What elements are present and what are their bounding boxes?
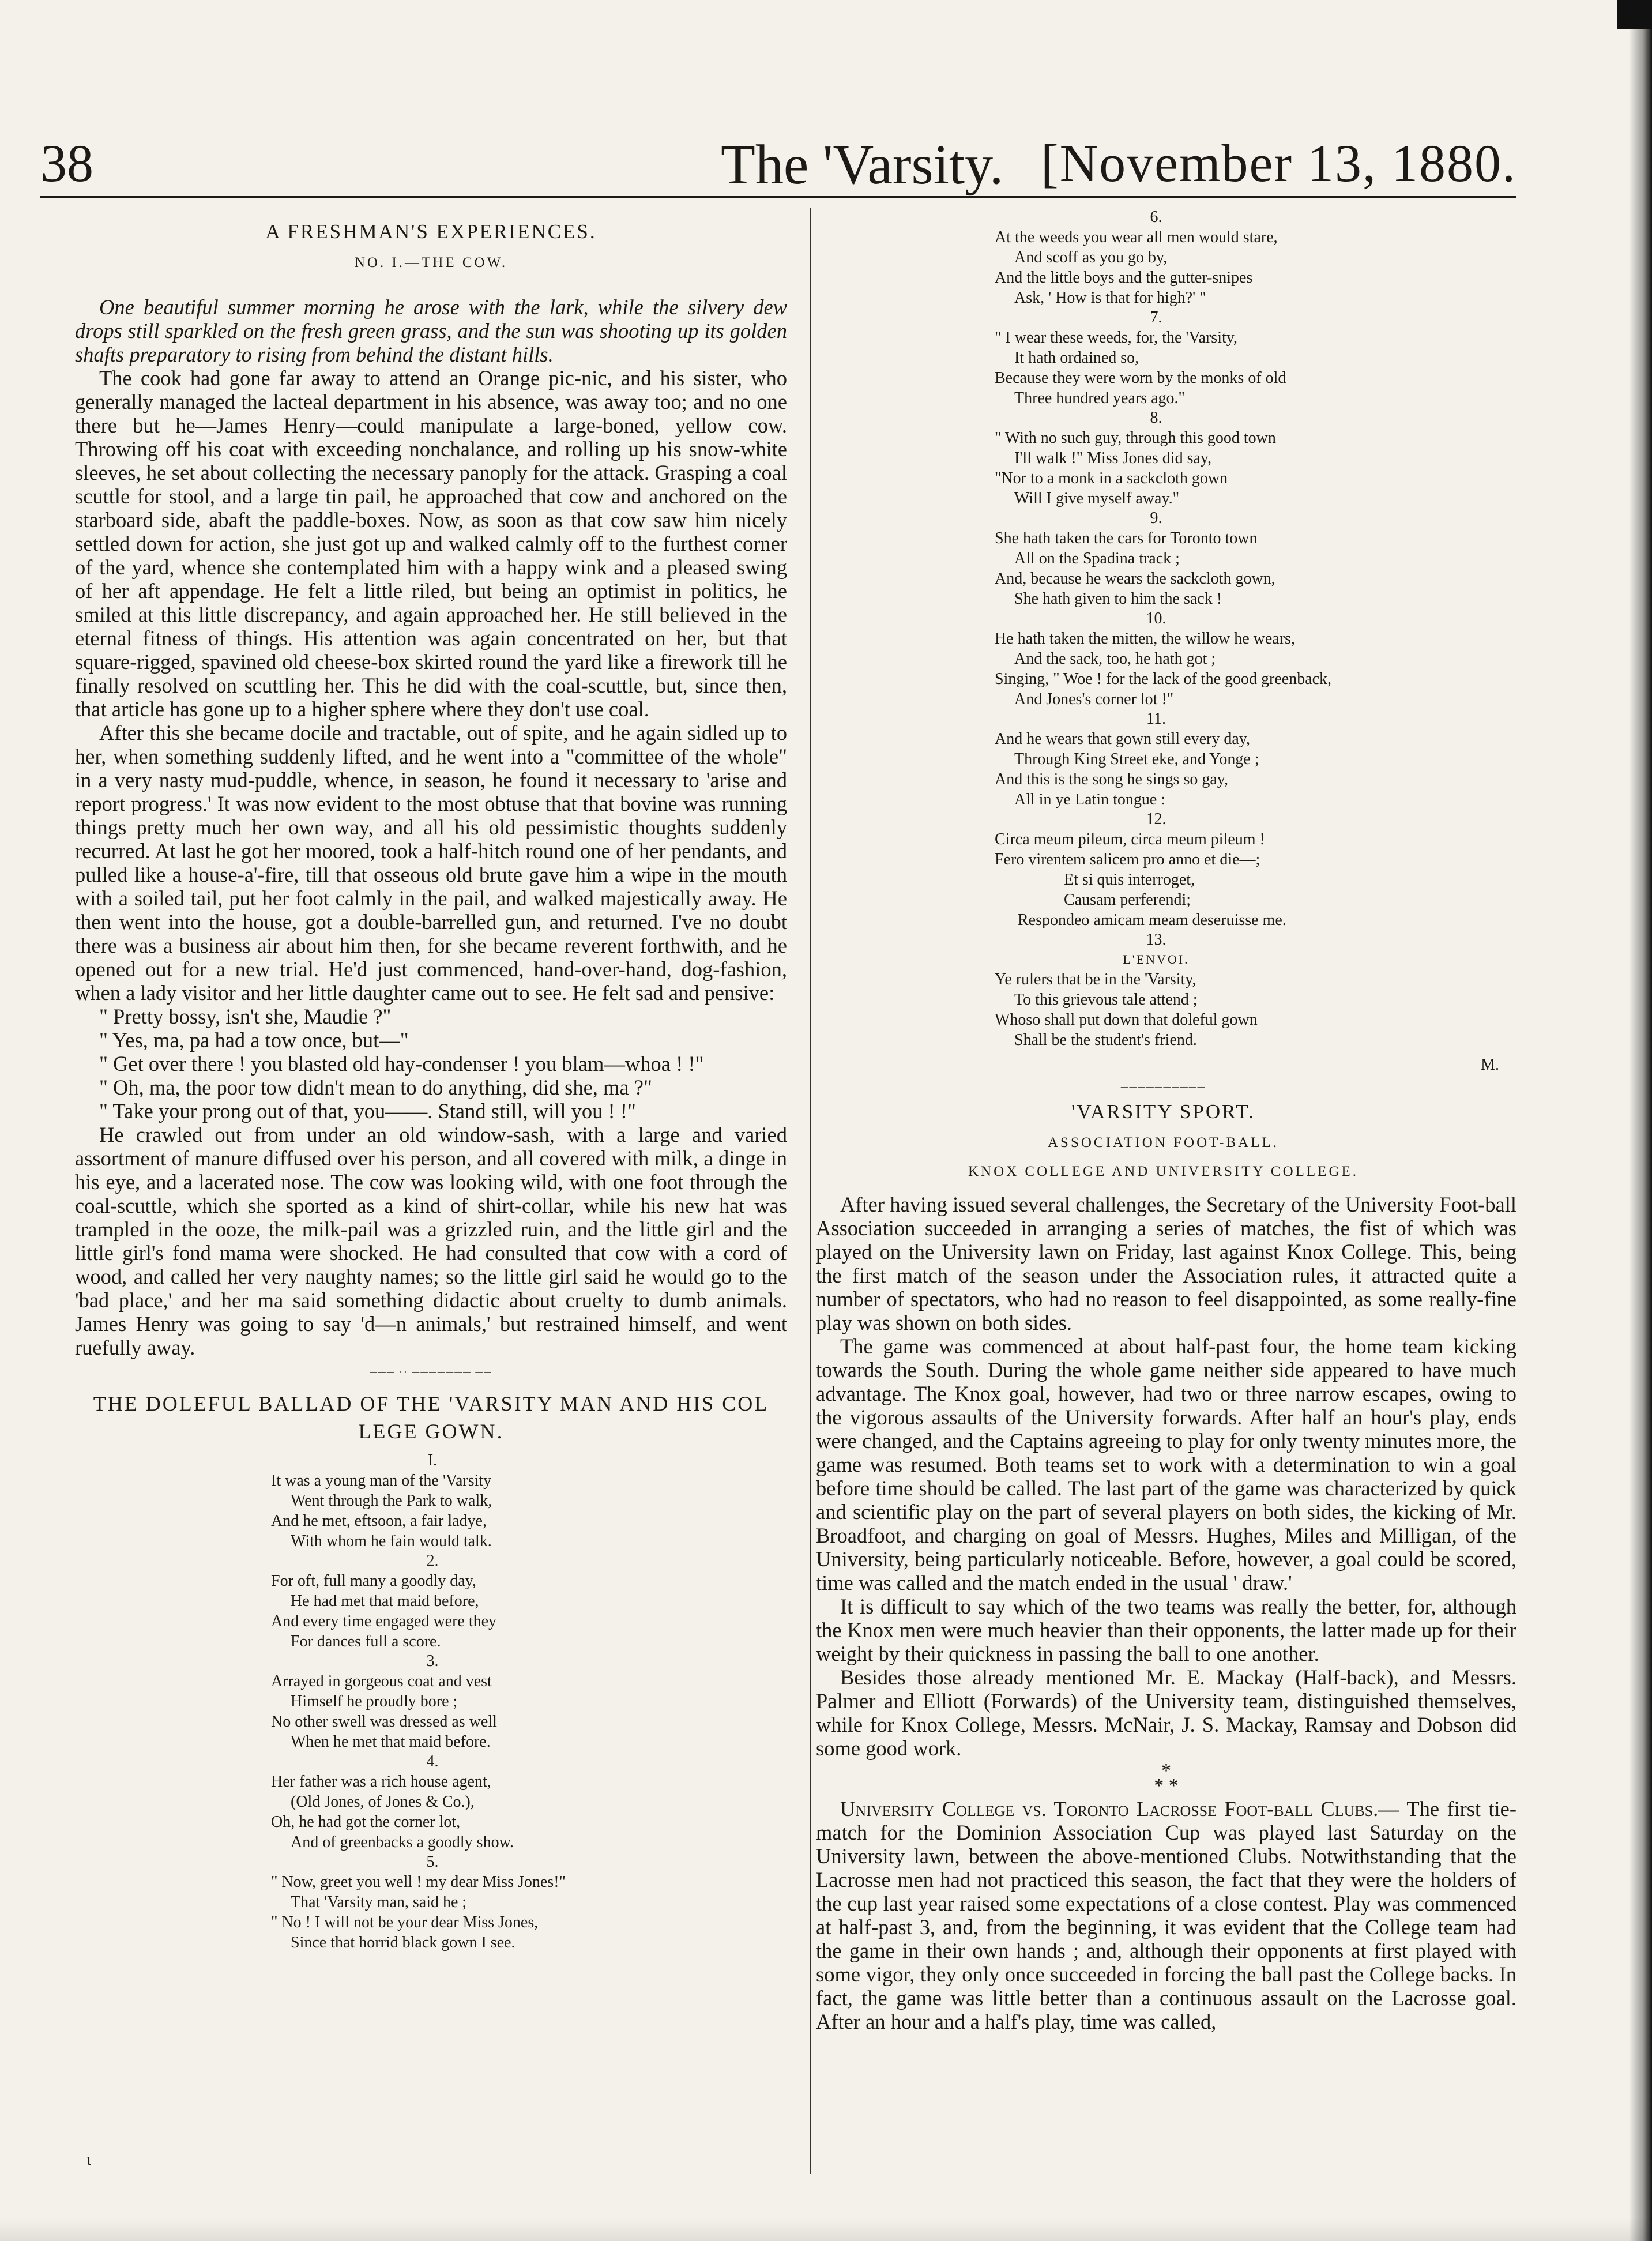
left-column xyxy=(75,208,787,1953)
paragraph: One beautiful summer morning he arose with the lark, while the silvery dew drops still sparkled on the fresh green grass, and the sun was shooting up its golden shafts preparatory to rising from behind the distant hills. xyxy=(75,295,787,366)
page-number: 38 xyxy=(40,134,93,193)
verse-line: And the sack, too, he hath got ; xyxy=(1014,650,1216,668)
verse-line: All on the Spadina track ; xyxy=(1014,550,1180,567)
stanza xyxy=(995,208,1516,308)
section-asterism: * * * xyxy=(1154,1760,1179,1796)
verse-line: And every time engaged were they xyxy=(271,1612,497,1630)
verse-line: " Now, greet you well ! my dear Miss Jones!" xyxy=(271,1873,566,1891)
stanza-subtitle: L'ENVOI. xyxy=(1123,952,1190,967)
paragraph: Besides those already mentioned Mr. E. Mackay (Half-back), and Messrs. Palmer and Elliott (Forwards) of the University team, distinguished themselves, while for Knox College, Messrs. McNair, J. S. Mackay, Ramsay and Dobson did some good work. xyxy=(816,1665,1516,1760)
stanza xyxy=(271,1451,787,1551)
verse-line: At the weeds you wear all men would stare, xyxy=(995,228,1278,246)
verse-line: For oft, full many a goodly day, xyxy=(271,1572,476,1590)
verse-line: Et si quis interroget, xyxy=(1064,871,1195,889)
dialogue-line: " Take your prong out of that, you——. Stand still, will you ! !" xyxy=(99,1099,636,1123)
verse-line: "Nor to a monk in a sackcloth gown xyxy=(995,469,1228,487)
verse-line: Causam perferendi; xyxy=(1064,891,1191,909)
verse-line: Ye rulers that be in the 'Varsity, xyxy=(995,971,1196,988)
verse-line: Shall be the student's friend. xyxy=(1014,1031,1197,1049)
dialogue-line: " Oh, ma, the poor tow didn't mean to do anything, did she, ma ?" xyxy=(99,1076,652,1099)
verse-line: And scoff as you go by, xyxy=(1014,249,1168,266)
article-subsubtitle-knox: KNOX COLLEGE AND UNIVERSITY COLLEGE. xyxy=(968,1164,1359,1179)
verse-line: Her father was a rich house agent, xyxy=(271,1773,491,1791)
stanza-number: 7. xyxy=(1150,309,1162,326)
freshman-body xyxy=(75,295,787,1359)
article-subtitle-football: ASSOCIATION FOOT-BALL. xyxy=(1048,1135,1279,1150)
verse-line: Through King Street eke, and Yonge ; xyxy=(1014,750,1259,768)
verse-line: It was a young man of the 'Varsity xyxy=(271,1472,492,1490)
stanza-number: 11. xyxy=(1146,710,1166,728)
article-subtitle-cow: NO. I.—THE COW. xyxy=(354,255,508,270)
stanza xyxy=(995,810,1516,930)
verse-line: She hath given to him the sack ! xyxy=(1014,590,1222,608)
paragraph: After this she became docile and tractable, out of spite, and he again sidled up to her, when something suddenly lifted, and he went into a "committee of the whole" in a very nasty mud-puddle, whence, in season, he found it necessary to 'arise and report progress.' It was now evident to the most obtuse that that bovine was running things pretty much her own way, and all his old pessimistic thoughts suddenly recurred. At last he got her moored, took a half-hitch round one of her pendants, and pulled like a house-a'-fire, till that osseous old brute gave him a wipe in the mouth with a soiled tail, put her foot calmly in the pail, and walked majestically away. He then went into the house, got a double-barrelled gun, and returned. I've no doubt there was a business air about him then, for she became reverent forthwith, and he opened out for a new trial. He'd just commenced, hand-over-hand, dog-fashion, when a lady visitor and her little daughter came out to see. He felt sad and pensive: xyxy=(75,721,787,1005)
verse-line: Three hundred years ago." xyxy=(1014,389,1185,407)
verse-line: To this grievous tale attend ; xyxy=(1014,991,1198,1009)
page-header xyxy=(40,115,1516,208)
stanza xyxy=(271,1852,787,1953)
page-corner-mark xyxy=(1617,0,1652,29)
verse-line: And this is the song he sings so gay, xyxy=(995,770,1228,788)
stanza xyxy=(995,930,1516,1050)
stanza-number: 9. xyxy=(1150,509,1162,527)
verse-line: No other swell was dressed as well xyxy=(271,1713,497,1731)
ballad-right xyxy=(810,208,1516,1050)
stanza-number: 13. xyxy=(1146,931,1166,949)
verse-line: When he met that maid before. xyxy=(291,1733,491,1751)
verse-line: Circa meum pileum, circa meum pileum ! xyxy=(995,830,1265,848)
stanza-number: 3. xyxy=(426,1652,439,1670)
verse-line: And he met, eftsoon, a fair ladye, xyxy=(271,1512,487,1530)
verse-line: (Old Jones, of Jones & Co.), xyxy=(291,1793,475,1811)
verse-line: For dances full a score. xyxy=(291,1633,441,1650)
page-edge-shadow xyxy=(1629,0,1652,2241)
ballad-signature: M. xyxy=(1481,1056,1499,1074)
verse-line: " I wear these weeds, for, the 'Varsity, xyxy=(995,329,1237,347)
article-title-freshman: A FRESHMAN'S EXPERIENCES. xyxy=(265,220,597,243)
sport-body xyxy=(810,1193,1516,2033)
stanza xyxy=(271,1652,787,1752)
stanza-number: 2. xyxy=(426,1552,439,1570)
lacrosse-heading: University College vs. Toronto Lacrosse Foot-ball Clubs.— xyxy=(840,1797,1399,1821)
stanza xyxy=(995,609,1516,709)
paragraph: He crawled out from under an old window-sash, with a large and varied assortment of manure diffused over his person, and all covered with milk, a dinge in his eye, and a lacerated nose. The cow was looking wild, with one foot through the coal-scuttle, which she sported as a kind of shirt-collar, while his new hat was trampled in the ooze, the milk-pail was a grizzled ruin, and the little girl and the little girl's fond mama were shocked. He had consulted that cow with a cord of wood, and called her very naughty names; so the little girl said he would go to the 'bad place,' and her ma said something didactic about cruelty to dumb animals. James Henry was going to say 'd—n animals,' but restrained himself, and went ruefully away. xyxy=(75,1123,787,1359)
stanza xyxy=(995,308,1516,408)
verse-line: And Jones's corner lot !" xyxy=(1014,690,1174,708)
page-date: [November 13, 1880. xyxy=(1041,134,1516,193)
verse-line: Himself he proudly bore ; xyxy=(291,1693,458,1710)
paragraph: The game was commenced at about half-past four, the home team kicking towards the South. During the whole game neither side appeared to have much advantage. The Knox goal, however, had two or three narrow escapes, owing to the vigorous assaults of the University forwards. After half an hour's play, ends were changed, and the Captains agreeing to play for only twenty minutes more, the game was resumed. Both teams set to work with a determination to win a goal before time should be called. The last part of the game was characterized by quick and scientific play on the part of several players on both sides, the kicking of Mr. Broadfoot, and charging on goal of Messrs. Hughes, Miles and Milligan, of the University, being particularly noticeable. Before, however, a goal could be scored, time was called and the match ended in the usual ' draw.' xyxy=(816,1334,1516,1595)
verse-line: And the little boys and the gutter-snipes xyxy=(995,269,1253,287)
verse-line: I'll walk !" Miss Jones did say, xyxy=(1014,449,1212,467)
article-title-sport: 'VARSITY SPORT. xyxy=(1071,1100,1255,1123)
stanza xyxy=(995,709,1516,810)
verse-line: Went through the Park to walk, xyxy=(291,1492,492,1510)
verse-line: Arrayed in gorgeous coat and vest xyxy=(271,1672,492,1690)
stanza-number: 4. xyxy=(426,1753,439,1770)
paragraph: The cook had gone far away to attend an Orange pic-nic, and his sister, who generally managed the lacteal department in his absence, was away too; and no one there but he—James Henry—could manipulate a large-boned, yellow cow. Throwing off his coat with exceeding nonchalance, and rolling up his snow-white sleeves, he set about collecting the necessary panoply for the attack. Grasping a coal scuttle for stool, and a large tin pail, he approached that cow and anchored on the starboard side, abaft the paddle-boxes. Now, as soon as that cow saw him nicely settled down for action, she just got up and walked calmly off to the furthest corner of the yard, whence she contemplated him with a happy wink and a pleased swing of her aft appendage. He felt a little riled, but being an optimist in politics, he smiled at this little discrepancy, and again approached her. He still believed in the eternal fitness of things. His attention was again concentrated on her, but that square-rigged, spavined old cheese-box skirted round the yard like a firework till he finally resolved on scuttling her. This he did with the coal-scuttle, but, since then, that article has gone up to a higher sphere where they don't use coal. xyxy=(75,366,787,721)
stanza xyxy=(995,509,1516,609)
stanza-number: I. xyxy=(427,1452,438,1469)
verse-line: Whoso shall put down that doleful gown xyxy=(995,1011,1258,1029)
verse-line: Ask, ' How is that for high?' " xyxy=(1014,289,1206,307)
verse-line: She hath taken the cars for Toronto town xyxy=(995,529,1258,547)
stanza-number: 5. xyxy=(426,1853,439,1871)
verse-line: Since that horrid black gown I see. xyxy=(291,1934,515,1952)
verse-line: " With no such guy, through this good town xyxy=(995,429,1276,447)
header-rule xyxy=(40,196,1516,198)
stanza xyxy=(271,1752,787,1852)
verse-line: Respondeo amicam meam deseruisse me. xyxy=(1018,911,1286,929)
lacrosse-text: The first tie-match for the Dominion Association Cup was played last Saturday on the University lawn, between the above-mentioned Clubs. Notwithstanding that the Lacrosse men had not practiced this season, the fact that they were the holders of the cup last year raised some expectations of a close contest. Play was commenced at half-past 3, and, from the beginning, it was evident that the College team had the game in their own hands ; and, although their opponents at first played with some vigor, they only once succeeded in forcing the ball past the College backs. In fact, the game was little better than a continuous assault on the Lacrosse goal. After an hour and a half's play, time was called, xyxy=(816,1797,1516,2033)
stanza xyxy=(995,408,1516,509)
verse-line: He hath taken the mitten, the willow he wears, xyxy=(995,630,1295,648)
verse-line: " No ! I will not be your dear Miss Jones, xyxy=(271,1913,539,1931)
page-title: The 'Varsity. xyxy=(721,134,1004,196)
verse-line: It hath ordained so, xyxy=(1014,349,1139,367)
verse-line: And of greenbacks a goodly show. xyxy=(291,1833,514,1851)
stanza-number: 10. xyxy=(1146,610,1166,627)
verse-line: Will I give myself away." xyxy=(1014,490,1180,507)
stanza-number: 6. xyxy=(1150,208,1162,226)
paragraph: It is difficult to say which of the two teams was really the better, for, although the Knox men were much heavier than their opponents, the latter made up for their weight by their quickness in passing the ball to one another. xyxy=(816,1595,1516,1665)
paragraph xyxy=(816,1797,1516,2033)
verse-line: He had met that maid before, xyxy=(291,1592,479,1610)
ballad-left xyxy=(75,1451,787,1953)
verse-line: And he wears that gown still every day, xyxy=(995,730,1250,748)
verse-line: That 'Varsity man, said he ; xyxy=(291,1893,467,1911)
verse-line: Singing, " Woe ! for the lack of the good greenback, xyxy=(995,670,1332,688)
dialogue-line: " Pretty bossy, isn't she, Maudie ?" xyxy=(99,1005,392,1028)
stanza-number: 8. xyxy=(1150,409,1162,427)
paragraph: After having issued several challenges, the Secretary of the University Foot-ball Association succeeded in arranging a series of matches, the fist of which was played on the University lawn on Friday, last against Knox College. This, being the first match of the season under the Association rules, it attracted quite a number of spectators, who had no reason to feel disappointed, as some really-fine play was shown on both sides. xyxy=(816,1193,1516,1334)
dialogue-line: " Get over there ! you blasted old hay-condenser ! you blam—whoa ! !" xyxy=(99,1052,704,1076)
section-ornament: ────────── xyxy=(1120,1081,1206,1093)
dialogue-line: " Yes, ma, pa had a tow once, but—" xyxy=(99,1028,409,1052)
corner-mark: ɩ xyxy=(86,2150,92,2169)
verse-line: Because they were worn by the monks of old xyxy=(995,369,1286,387)
verse-line: All in ye Latin tongue : xyxy=(1014,791,1166,809)
right-column xyxy=(810,208,1516,2033)
section-ornament: ─── ·· ─────── ── xyxy=(370,1366,492,1378)
stanza xyxy=(271,1551,787,1652)
verse-line: Fero virentem salicem pro anno et die—; xyxy=(995,851,1260,868)
stanza-number: 12. xyxy=(1146,810,1166,828)
ballad-title: THE DOLEFUL BALLAD OF THE 'VARSITY MAN AND HIS COL LEGE GOWN. xyxy=(93,1392,769,1443)
verse-line: With whom he fain would talk. xyxy=(291,1532,492,1550)
page-bottom-shadow xyxy=(0,2218,1652,2241)
verse-line: Oh, he had got the corner lot, xyxy=(271,1813,461,1831)
verse-line: And, because he wears the sackcloth gown, xyxy=(995,570,1275,588)
